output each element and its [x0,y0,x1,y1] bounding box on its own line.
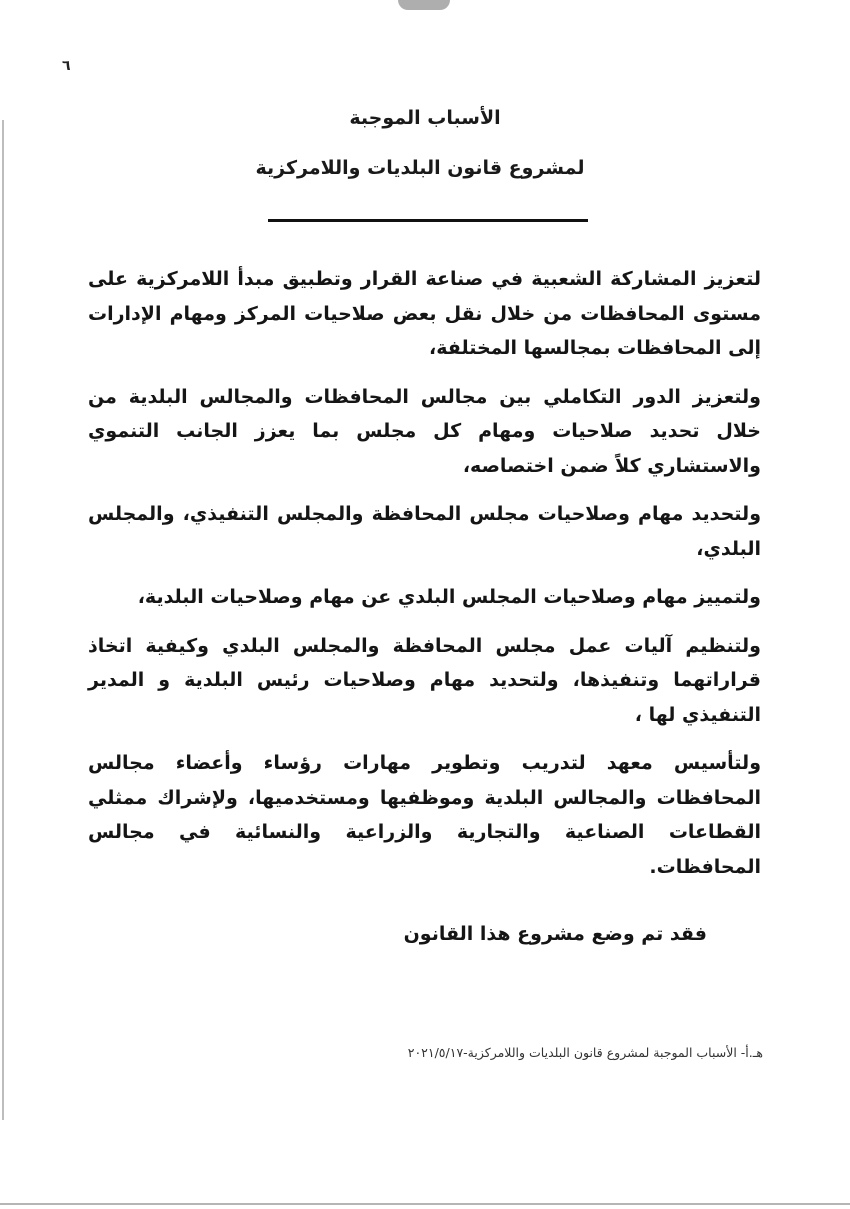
footer-reference: هـ.أ- الأسباب الموجبة لمشروع قانون البلديات واللامركزية-٢٠٢١/٥/١٧ [407,1045,763,1060]
scan-edge-left [2,120,4,1120]
paragraph: ولتأسيس معهد لتدريب وتطوير مهارات رؤساء وأعضاء مجالس المحافظات والمجالس البلدية وموظفيها ومستخدميها، ولإشراك ممثلي القطاعات الصناعية والتجارية والزراعية والنسائية في مجالس المحافظات. [88,752,761,878]
title-divider [268,219,588,222]
paragraph: لتعزيز المشاركة الشعبية في صناعة القرار وتطبيق مبدأ اللامركزية على مستوى المحافظات من خلال نقل بعض صلاحيات المركز ومهام الإدارات إلى المحافظات بمجالسها المختلفة، [88,268,761,359]
paragraph: ولتمييز مهام وصلاحيات المجلس البلدي عن مهام وصلاحيات البلدية، [137,586,761,608]
page-marker: ٦ [62,58,71,74]
paragraph: ولتعزيز الدور التكاملي بين مجالس المحافظات والمجالس البلدية من خلال تحديد صلاحيات ومهام كل مجلس بما يعزز الجانب التنموي والاستشاري كلاً ضمن اختصاصه، [88,385,761,477]
scan-edge-bottom [0,1203,850,1205]
document-body [88,262,761,898]
paragraph: ولتحديد مهام وصلاحيات مجلس المحافظة والمجلس التنفيذي، والمجلس البلدي، [88,503,761,560]
document-subtitle: لمشروع قانون البلديات واللامركزية [255,157,585,179]
scan-smudge [398,0,450,10]
document-title: الأسباب الموجبة [349,107,501,129]
closing-statement: فقد تم وضع مشروع هذا القانون [403,923,707,945]
paragraph: ولتنظيم آليات عمل مجلس المحافظة والمجلس البلدي وكيفية اتخاذ قراراتهما وتنفيذها، ولتحديد مهام وصلاحيات رئيس البلدية و المدير التنفيذي لها ، [88,634,761,726]
